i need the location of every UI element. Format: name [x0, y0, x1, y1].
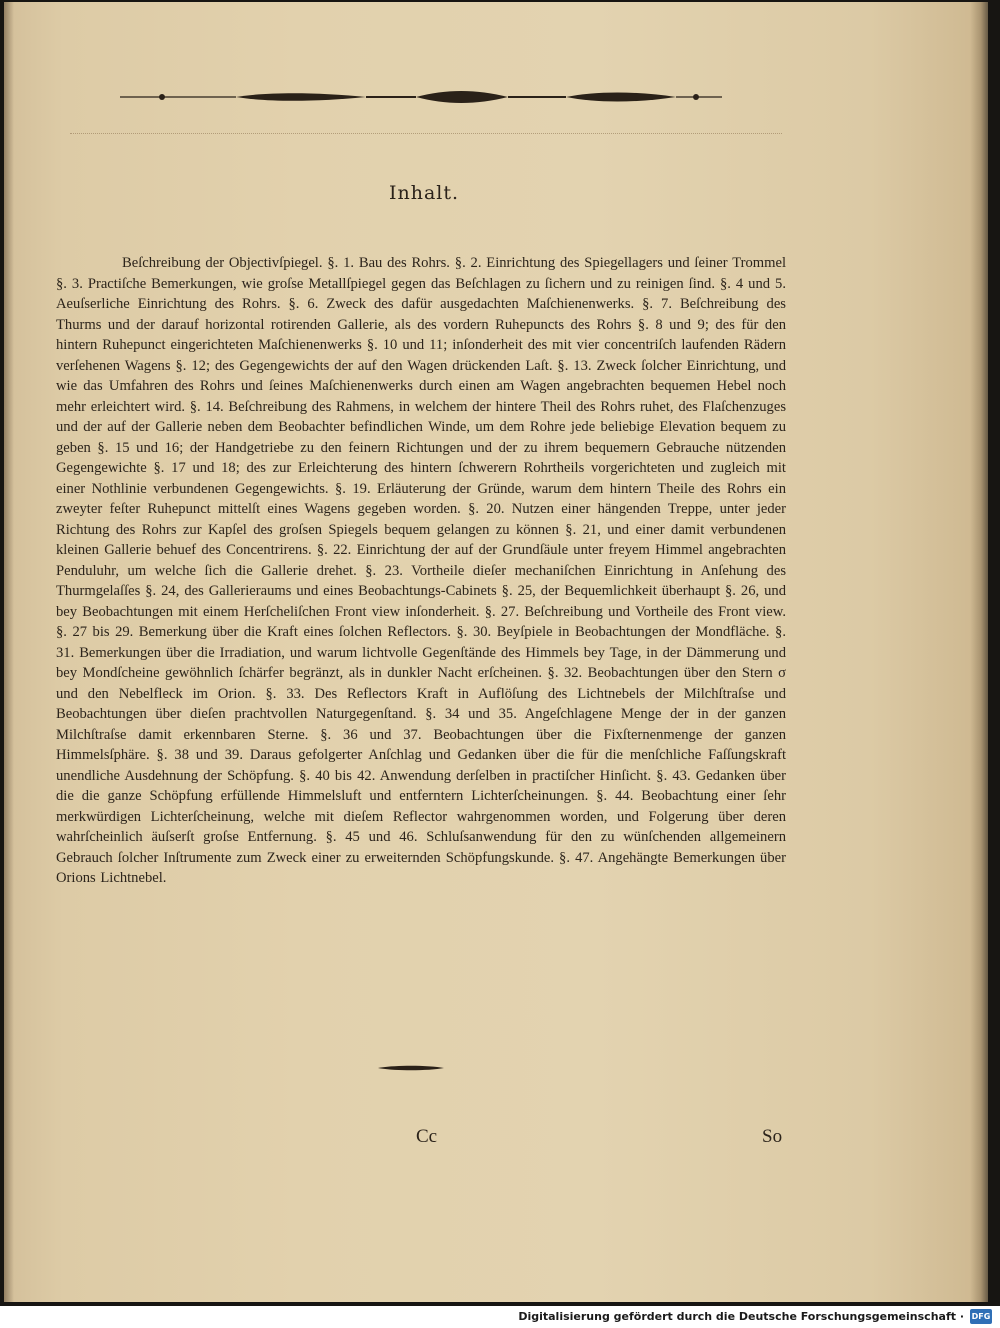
signature-mark: Cc — [416, 1126, 438, 1147]
spine-shadow — [970, 2, 988, 1302]
footer-bar — [0, 1306, 1000, 1328]
dotted-rule — [70, 133, 782, 134]
end-ornament — [378, 1064, 444, 1072]
page-heading: Inhalt. — [388, 182, 460, 204]
dfg-logo[interactable]: DFG — [970, 1309, 992, 1324]
book-page — [4, 2, 988, 1302]
table-of-contents-text: Beſchreibung der Objectivſpiegel. §. 1. Bau des Rohrs. §. 2. Einrichtung des Spiegellagers und ſeiner Trommel §. 3. Practiſche Bemerkungen, wie groſse Metallſpiegel gegen das Beſchlagen zu ſichern und zu reinigen ſind. §. 4 und 5. Aeuſserliche Einrichtung des Rohrs. §. 6. Zweck des dafür ausgedachten Maſchienenwerks. §. 7. Beſchreibung des Thurms und der darauf horizontal rotirenden Gallerie, als des vordern Ruhepuncts des Rohrs §. 8 und 9; des für den hintern Ruhepunct eingerichteten Maſchienenwerks §. 10 und 11; inſonderheit des mit vier concentriſch laufenden Rädern verſehenen Wagens §. 12; des Gegengewichts der auf den Wagen drückenden Laſt. §. 13. Zweck ſolcher Einrichtung, und wie das Umfahren des Rohrs und ſeines Maſchienenwerks durch einen am Wagen angebrachten bequemen Hebel noch mehr erleichtert wird. §. 14. Beſchreibung des Rahmens, in welchem der hintere Theil des Rohrs ruhet, des Flaſchenzuges und der auf der Gallerie neben dem Beobachter befindlichen Winde, um dem Rohre jede beliebige Elevation bequem zu geben §. 15 und 16; der Handgetriebe zu den feinern Richtungen und der zu ihrem bequemern Gebrauche nützenden Gegengewichte §. 17 und 18; des zur Erleichterung des hintern ſchwerern Rohrtheils vorgerichteten und zugleich mit einer Nothlinie verbundenen Gegengewichts. §. 19. Erläuterung der Gründe, warum dem hintern Theile des Rohrs ein zweyter feſter Ruhepunct mittelſt eines Wagens gegeben worden. §. 20. Nutzen einer hängenden Treppe, unter jeder Richtung des Rohrs zur Kapſel des groſsen Spiegels bequem gelangen zu können §. 21, und einer damit verbundenen kleinen Gallerie behuef des Concentrirens. §. 22. Einrichtung der auf der Grundſäule unter freyem Himmel angebrachten Penduluhr, um welche ſich die Gallerie drehet. §. 23. Vortheile dieſer mechaniſchen Einrichtung in Anſehung des Thurmgelaſſes §. 24, des Gallerieraums und eines Beobachtungs-Cabinets §. 25, der Bequemlichkeit überhaupt §. 26, und bey Beobachtungen mit einem Herſcheliſchen Front view inſonderheit. §. 27. Beſchreibung und Vortheile des Front view. §. 27 bis 29. Bemerkung über die Kraft eines ſolchen Reflectors. §. 30. Beyſpiele in Beobachtungen der Mondfläche. §. 31. Bemerkungen über die Irradiation, und warum lichtvolle Gegenſtände des Himmels bey Tage, in der Dämmerung und bey Mondſcheine gewöhnlich ſchärfer begränzt, als in dunkler Nacht erſcheinen. §. 32. Beobachtungen über den Stern σ und den Nebelfleck im Orion. §. 33. Des Reflectors Kraft in Auflöſung des Lichtnebels der Milchſtraſse und Beobachtungen über dieſen prachtvollen Naturgegenſtand. §. 34 und 35. Angeſchlagene Menge der in der ganzen Milchſtraſse damit erkennbaren Sterne. §. 36 und 37. Beobachtungen über die Fixſternenmenge der ganzen Himmelsſphäre. §. 38 und 39. Daraus gefolgerter Anſchlag und Gedanken über die für die menſchliche Faſſungskraft unendliche Ausdehnung der Schöpfung. §. 40 bis 42. Anwendung derſelben in practiſcher Hinſicht. §. 43. Gedanken über die die ganze Schöpfung erfüllende Himmelsluft und entferntern Lichterſcheinungen. §. 44. Beobachtung einer ſehr merkwürdigen Lichterſcheinung, welche mit dieſem Reflector wahrgenommen worden, und Folgerung über deren wahrſcheinlich äuſserſt groſse Entfernung. §. 45 und 46. Schluſsanwendung für den zu wünſchenden allgemeinern Gebrauch ſolcher Inſtrumente zum Zweck einer zu erweiternden Schöpfungskunde. §. 47. Angehängte Bemerkungen über Orions Lichtnebel. — [56, 255, 786, 886]
funding-note: Digitalisierung gefördert durch die Deutsche Forschungsgemeinschaft · — [518, 1310, 964, 1323]
header-ornament — [116, 86, 726, 108]
catchword: So — [762, 1126, 783, 1147]
